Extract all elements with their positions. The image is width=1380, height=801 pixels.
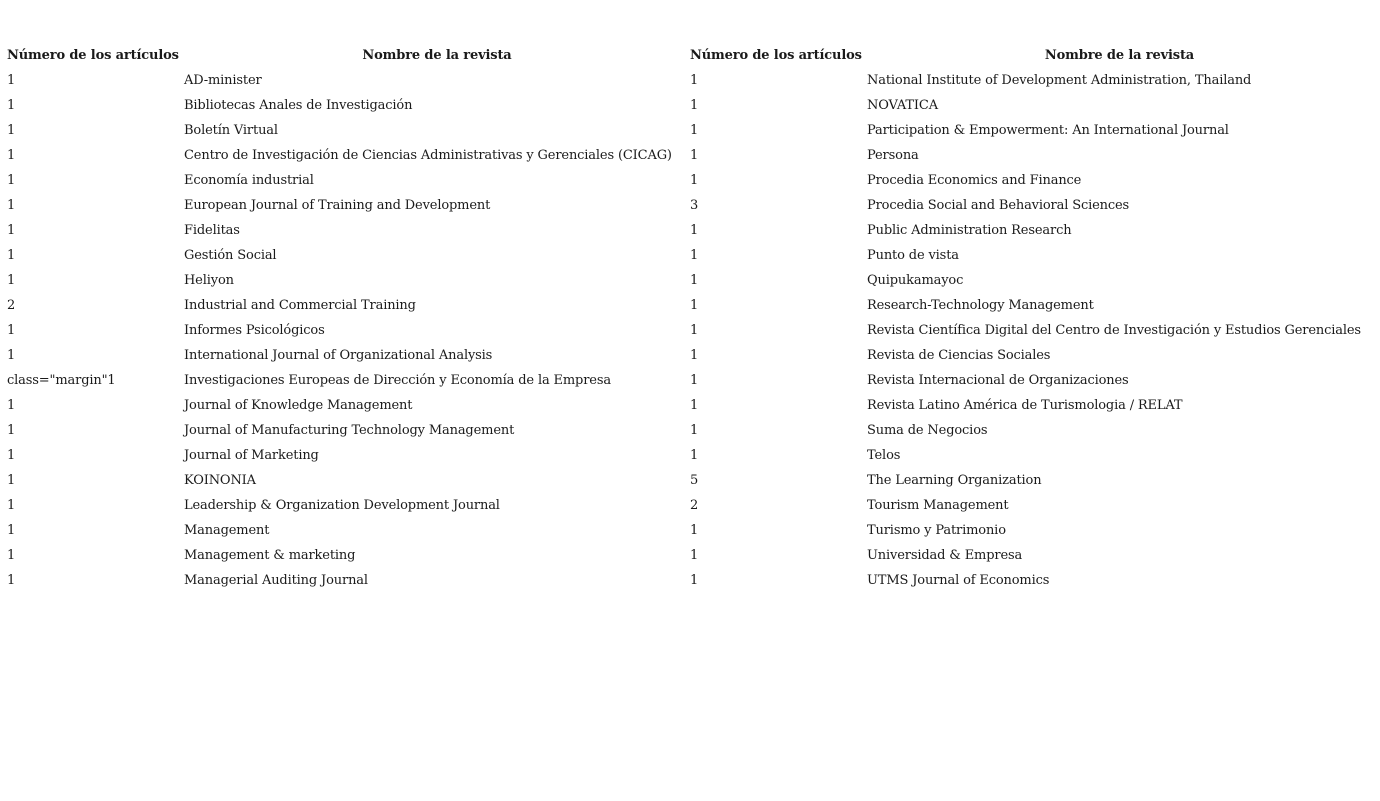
table-header-row (7, 43, 1372, 68)
cell-num2: 1 (690, 223, 699, 238)
cell-num2: 1 (690, 448, 699, 463)
cell-name2: Quipukamayoc (867, 273, 964, 288)
cell-num1: 1 (7, 548, 16, 563)
cell-name1: Journal of Manufacturing Technology Management (184, 423, 515, 438)
cell-num2: 1 (690, 573, 699, 588)
table-body (7, 68, 1372, 593)
table-row (7, 543, 1372, 568)
header-journal-name-2: Nombre de la revista (1044, 48, 1195, 63)
cell-name2: Procedia Economics and Finance (867, 173, 1082, 188)
cell-num2: 1 (690, 548, 699, 563)
cell-name1: AD-minister (184, 73, 262, 88)
table-row (7, 418, 1372, 443)
cell-name2: Punto de vista (867, 248, 959, 263)
cell-name2: Persona (867, 148, 919, 163)
cell-name1: Boletín Virtual (184, 123, 278, 138)
cell-num1: 1 (7, 323, 16, 338)
cell-num1: 1 (7, 473, 16, 488)
cell-num2: 1 (690, 73, 699, 88)
cell-num1: 1 (7, 198, 16, 213)
cell-num1: 1 (7, 423, 16, 438)
cell-name1: Management (184, 523, 270, 538)
cell-num2: 3 (690, 198, 699, 213)
cell-num1: 1 (7, 523, 16, 538)
table-row (7, 168, 1372, 193)
table-row (7, 293, 1372, 318)
table-row (7, 218, 1372, 243)
cell-name2: UTMS Journal of Economics (867, 573, 1050, 588)
cell-name2: Revista de Ciencias Sociales (867, 348, 1051, 363)
cell-num1: 1 (7, 498, 16, 513)
table-row (7, 268, 1372, 293)
header-journal-name-1: Nombre de la revista (362, 48, 512, 63)
cell-name1: Economía industrial (184, 173, 314, 188)
cell-num1: 1 (7, 98, 16, 113)
header-num-articles-1: Número de los artículos (7, 48, 179, 63)
cell-name1: Investigaciones Europeas de Dirección y Economía de la Empresa (184, 373, 611, 388)
cell-name2: Procedia Social and Behavioral Sciences (867, 198, 1130, 213)
cell-name1: Informes Psicológicos (184, 323, 325, 338)
table-row (7, 143, 1372, 168)
cell-num2: 1 (690, 323, 699, 338)
table-row (7, 343, 1372, 368)
cell-name2: Revista Latino América de Turismologia / RELAT (867, 398, 1183, 413)
cell-name2: Telos (867, 448, 901, 463)
table-row (7, 443, 1372, 468)
cell-name2: NOVATICA (867, 98, 938, 113)
cell-num2: 1 (690, 348, 699, 363)
cell-name1: Leadership & Organization Development Journal (184, 498, 500, 513)
journals-table (7, 43, 1372, 593)
cell-num2: 2 (690, 498, 699, 513)
cell-num2: 1 (690, 148, 699, 163)
cell-name1: European Journal of Training and Development (184, 198, 491, 213)
cell-num2: 1 (690, 273, 699, 288)
table-row (7, 568, 1372, 593)
cell-num2: 1 (690, 398, 699, 413)
cell-num1: 1 (7, 123, 16, 138)
cell-num2: 1 (690, 373, 699, 388)
cell-name1: Industrial and Commercial Training (184, 298, 416, 313)
cell-name1: KOINONIA (184, 473, 256, 488)
cell-num1: class="margin"1 (7, 373, 116, 388)
cell-name2: Turismo y Patrimonio (867, 523, 1006, 538)
cell-name1: Management & marketing (184, 548, 356, 563)
table-row (7, 493, 1372, 518)
cell-name2: Research-Technology Management (867, 298, 1094, 313)
cell-num1: 1 (7, 273, 16, 288)
cell-num2: 1 (690, 123, 699, 138)
cell-name2: National Institute of Development Administration, Thailand (867, 73, 1252, 88)
cell-name1: Fidelitas (184, 223, 240, 238)
cell-name1: Heliyon (184, 273, 234, 288)
cell-name1: Bibliotecas Anales de Investigación (184, 98, 413, 113)
cell-num1: 1 (7, 573, 16, 588)
header-num-articles-2: Número de los artículos (690, 48, 862, 63)
cell-num1: 1 (7, 148, 16, 163)
cell-name2: Revista Científica Digital del Centro de Investigación y Estudios Gerenciales (867, 323, 1361, 338)
cell-num1: 1 (7, 448, 16, 463)
cell-name2: Participation & Empowerment: An International Journal (867, 123, 1229, 138)
cell-name2: Public Administration Research (867, 223, 1072, 238)
table-row (7, 68, 1372, 93)
cell-num1: 1 (7, 73, 16, 88)
cell-num2: 1 (690, 423, 699, 438)
cell-num1: 1 (7, 398, 16, 413)
cell-num1: 1 (7, 173, 16, 188)
cell-num1: 1 (7, 348, 16, 363)
cell-name1: Journal of Knowledge Management (184, 398, 413, 413)
cell-num2: 1 (690, 298, 699, 313)
cell-num2: 1 (690, 248, 699, 263)
cell-num1: 1 (7, 248, 16, 263)
cell-name1: Gestión Social (184, 248, 277, 263)
cell-num1: 1 (7, 223, 16, 238)
cell-num2: 1 (690, 98, 699, 113)
table-row (7, 243, 1372, 268)
table-row (7, 393, 1372, 418)
table-row (7, 93, 1372, 118)
cell-num2: 5 (690, 473, 699, 488)
cell-name2: The Learning Organization (867, 473, 1042, 488)
journals-table-container (7, 43, 1372, 593)
table-row (7, 318, 1372, 343)
cell-name2: Tourism Management (867, 498, 1009, 513)
table-row (7, 193, 1372, 218)
cell-name2: Universidad & Empresa (867, 548, 1023, 563)
cell-name1: International Journal of Organizational Analysis (184, 348, 493, 363)
cell-name1: Journal of Marketing (184, 448, 319, 463)
cell-name2: Revista Internacional de Organizaciones (867, 373, 1129, 388)
cell-num1: 2 (7, 298, 16, 313)
cell-num2: 1 (690, 523, 699, 538)
cell-num2: 1 (690, 173, 699, 188)
table-row (7, 468, 1372, 493)
cell-name2: Suma de Negocios (867, 423, 988, 438)
table-row (7, 518, 1372, 543)
table-row (7, 368, 1372, 393)
table-row (7, 118, 1372, 143)
cell-name1: Managerial Auditing Journal (184, 573, 368, 588)
cell-name1: Centro de Investigación de Ciencias Administrativas y Gerenciales (CICAG) (184, 148, 672, 163)
